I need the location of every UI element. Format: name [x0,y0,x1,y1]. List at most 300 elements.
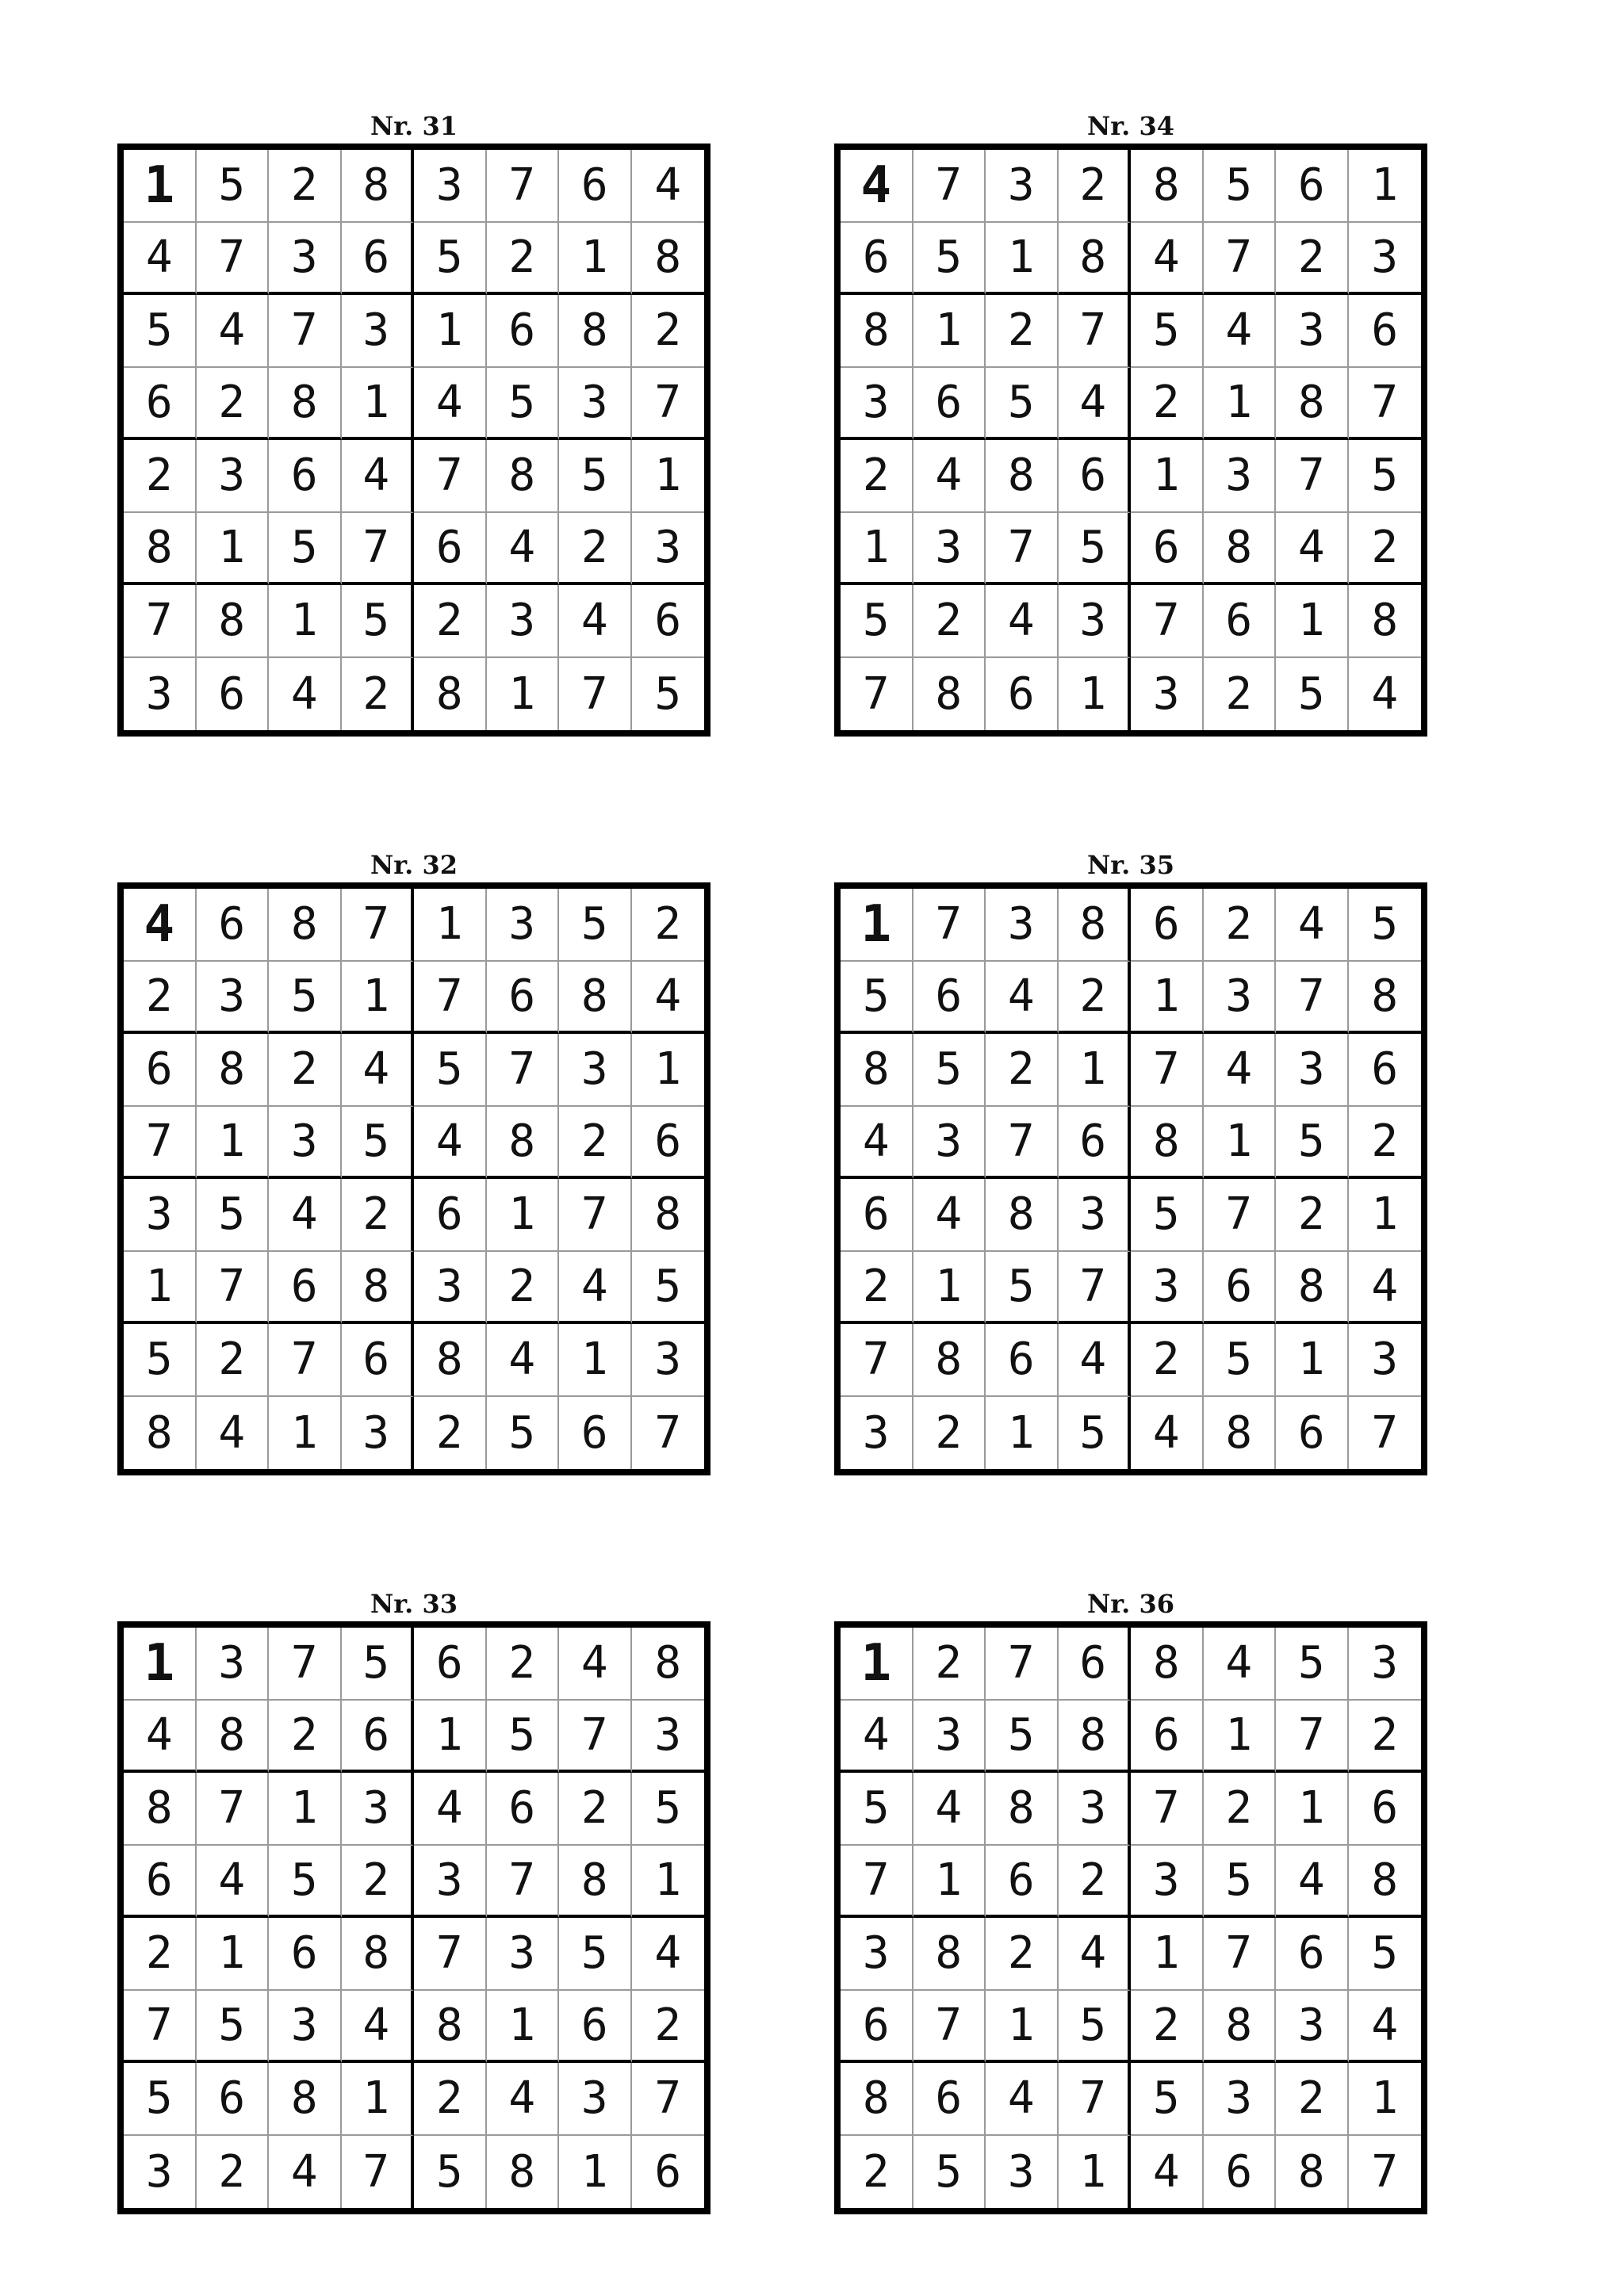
grid-cell: 7 [487,1846,560,1919]
grid-cell: 6 [342,1701,415,1774]
grid-cell: 8 [1349,585,1422,658]
sudoku-grid [834,144,1427,737]
grid-cell: 2 [487,1252,560,1325]
grid-cell: 3 [559,1034,632,1107]
grid-cell: 4 [1276,1846,1349,1919]
grid-cell: 4 [559,1628,632,1701]
grid-cell: 1 [841,513,914,586]
grid-cell: 3 [197,962,270,1035]
grid-cell: 2 [632,1991,705,2064]
grid-cell: 5 [1204,1324,1277,1397]
grid-cell: 5 [487,368,560,441]
grid-cell: 2 [414,1397,487,1470]
grid-cell: 8 [124,513,197,586]
grid-cell: 8 [914,658,986,731]
grid-cell: 3 [632,1324,705,1397]
grid-cell: 1 [914,295,986,368]
grid-cell: 1 [1204,1701,1277,1774]
grid-cell: 4 [124,223,197,296]
grid-cell: 3 [841,1918,914,1991]
grid-cell: 7 [841,1846,914,1919]
grid-cell: 8 [487,2136,560,2209]
grid-cell: 7 [414,1918,487,1991]
grid-cell: 8 [269,2063,342,2136]
grid-cell: 4 [124,1701,197,1774]
grid-cell: 6 [124,368,197,441]
grid-cell: 6 [841,223,914,296]
grid-cell: 3 [1276,295,1349,368]
grid-cell: 4 [632,962,705,1035]
grid-cell: 5 [914,2136,986,2209]
grid-cell: 8 [986,1773,1059,1846]
grid-cell: 7 [124,1107,197,1180]
grid-cell: 5 [559,889,632,962]
grid-cell: 2 [559,1773,632,1846]
grid-cell: 3 [914,1701,986,1774]
puzzle-title: Nr. 31 [370,111,458,141]
grid-cell: 3 [269,1107,342,1180]
grid-cell: 5 [1131,2063,1204,2136]
grid-cell: 3 [1276,1991,1349,2064]
grid-cell: 5 [914,1034,986,1107]
grid-cell: 4 [487,2063,560,2136]
grid-cell: 2 [342,1179,415,1252]
grid-cell: 7 [986,1107,1059,1180]
grid-cell: 2 [1276,1179,1349,1252]
grid-cell: 4 [487,1324,560,1397]
grid-cell: 1 [1131,1918,1204,1991]
grid-cell: 4 [1131,2136,1204,2209]
grid-cell: 1 [841,1628,914,1701]
grid-cell: 3 [487,889,560,962]
grid-cell: 6 [342,1324,415,1397]
grid-cell: 6 [1059,1107,1132,1180]
grid-cell: 6 [1131,889,1204,962]
grid-cell: 2 [986,1034,1059,1107]
puzzle-title: Nr. 35 [1087,850,1174,880]
grid-cell: 5 [487,1397,560,1470]
grid-cell: 4 [914,1773,986,1846]
grid-cell: 7 [197,223,270,296]
grid-cell: 1 [632,440,705,513]
grid-cell: 4 [414,368,487,441]
grid-cell: 6 [1204,2136,1277,2209]
puzzle-nr-31 [117,109,710,737]
grid-cell: 7 [1131,1773,1204,1846]
grid-cell: 2 [269,1034,342,1107]
grid-cell: 6 [487,295,560,368]
grid-cell: 6 [197,2063,270,2136]
grid-cell: 4 [986,585,1059,658]
grid-cell: 2 [1131,1991,1204,2064]
grid-cell: 3 [269,223,342,296]
grid-cell: 5 [1131,295,1204,368]
grid-cell: 2 [342,1846,415,1919]
grid-cell: 3 [841,368,914,441]
grid-cell: 1 [986,223,1059,296]
grid-cell: 4 [414,1773,487,1846]
puzzle-nr-32 [117,848,710,1475]
grid-cell: 1 [124,1252,197,1325]
grid-cell: 7 [342,889,415,962]
grid-cell: 6 [1349,1034,1422,1107]
grid-cell: 3 [1059,1773,1132,1846]
grid-cell: 1 [414,889,487,962]
grid-cell: 2 [841,440,914,513]
grid-cell: 1 [1204,1107,1277,1180]
grid-cell: 7 [197,1773,270,1846]
grid-cell: 4 [197,295,270,368]
grid-cell: 4 [841,150,914,223]
grid-cell: 2 [559,1107,632,1180]
grid-cell: 2 [841,2136,914,2209]
puzzle-nr-36 [834,1586,1427,2214]
grid-cell: 7 [1059,2063,1132,2136]
grid-cell: 5 [914,223,986,296]
grid-cell: 8 [1204,513,1277,586]
puzzle-nr-33 [117,1586,710,2214]
grid-cell: 1 [1276,585,1349,658]
grid-cell: 8 [124,1773,197,1846]
grid-cell: 6 [841,1991,914,2064]
grid-cell: 5 [342,1107,415,1180]
grid-cell: 6 [414,1628,487,1701]
grid-cell: 7 [986,513,1059,586]
grid-cell: 8 [1276,1252,1349,1325]
grid-cell: 8 [1204,1397,1277,1470]
grid-cell: 2 [1349,513,1422,586]
grid-cell: 8 [559,295,632,368]
grid-cell: 2 [197,368,270,441]
grid-cell: 8 [1276,368,1349,441]
grid-cell: 4 [559,1252,632,1325]
grid-cell: 7 [1204,1918,1277,1991]
grid-cell: 4 [269,658,342,731]
grid-cell: 8 [632,1628,705,1701]
grid-cell: 2 [632,889,705,962]
grid-cell: 1 [632,1846,705,1919]
grid-cell: 6 [197,658,270,731]
grid-cell: 6 [1131,1701,1204,1774]
grid-cell: 5 [124,1324,197,1397]
grid-cell: 8 [914,1324,986,1397]
grid-cell: 1 [914,1846,986,1919]
grid-cell: 4 [914,440,986,513]
grid-cell: 4 [197,1397,270,1470]
grid-cell: 2 [487,1628,560,1701]
grid-cell: 2 [1204,658,1277,731]
grid-cell: 6 [1059,1628,1132,1701]
grid-cell: 3 [559,2063,632,2136]
grid-cell: 1 [269,1397,342,1470]
grid-cell: 6 [1276,1918,1349,1991]
grid-cell: 5 [841,962,914,1035]
grid-cell: 5 [1059,1397,1132,1470]
grid-cell: 1 [269,1773,342,1846]
grid-cell: 5 [1204,1846,1277,1919]
puzzle-nr-35 [834,848,1427,1475]
grid-cell: 7 [269,295,342,368]
grid-cell: 8 [1131,1628,1204,1701]
grid-cell: 5 [1349,889,1422,962]
grid-cell: 8 [269,368,342,441]
grid-cell: 3 [559,368,632,441]
grid-cell: 5 [559,1918,632,1991]
grid-cell: 5 [197,1179,270,1252]
puzzle-title: Nr. 33 [370,1589,458,1619]
grid-cell: 6 [632,585,705,658]
grid-cell: 5 [342,585,415,658]
grid-cell: 5 [1131,1179,1204,1252]
grid-cell: 1 [414,1701,487,1774]
grid-cell: 6 [1131,513,1204,586]
grid-cell: 6 [1349,295,1422,368]
grid-cell: 4 [124,889,197,962]
sudoku-grid [117,144,710,737]
grid-cell: 2 [1131,368,1204,441]
grid-cell: 7 [841,1324,914,1397]
grid-cell: 1 [1276,1773,1349,1846]
grid-cell: 3 [1276,1034,1349,1107]
grid-cell: 4 [1204,1034,1277,1107]
grid-cell: 1 [487,1179,560,1252]
grid-cell: 7 [559,1701,632,1774]
grid-cell: 5 [1276,1628,1349,1701]
grid-cell: 1 [1276,1324,1349,1397]
grid-cell: 1 [1204,368,1277,441]
grid-cell: 1 [124,150,197,223]
grid-cell: 2 [414,585,487,658]
grid-cell: 7 [1371,2145,1399,2198]
grid-cell: 5 [487,1701,560,1774]
grid-cell: 2 [269,150,342,223]
grid-cell: 7 [841,658,914,731]
puzzle-title: Nr. 34 [1087,111,1174,141]
grid-cell: 3 [414,150,487,223]
grid-cell: 8 [841,2063,914,2136]
grid-cell: 2 [197,2136,270,2209]
grid-cell: 7 [124,1991,197,2064]
grid-cell: 3 [986,2136,1059,2209]
grid-cell: 6 [914,368,986,441]
grid-cell: 1 [559,1324,632,1397]
grid-cell: 6 [1059,440,1132,513]
grid-cell: 6 [1276,150,1349,223]
grid-cell: 2 [487,223,560,296]
grid-cell: 3 [1131,1846,1204,1919]
grid-cell: 2 [1059,1846,1132,1919]
grid-cell: 6 [841,1179,914,1252]
grid-cell: 4 [841,1107,914,1180]
grid-cell: 4 [1059,368,1132,441]
grid-cell: 2 [124,440,197,513]
grid-cell: 3 [487,585,560,658]
grid-cell: 7 [342,513,415,586]
grid-cell: 6 [914,962,986,1035]
grid-cell: 3 [487,1918,560,1991]
grid-cell: 8 [414,658,487,731]
grid-cell: 8 [841,295,914,368]
grid-cell: 8 [124,1397,197,1470]
grid-cell: 2 [841,1252,914,1325]
grid-cell: 8 [487,1107,560,1180]
grid-cell: 8 [1349,962,1422,1035]
grid-cell: 8 [342,1918,415,1991]
grid-cell: 1 [914,1252,986,1325]
grid-cell: 1 [632,1034,705,1107]
grid-cell: 2 [914,1628,986,1701]
grid-cell: 3 [914,1107,986,1180]
grid-cell: 4 [986,2063,1059,2136]
grid-cell: 5 [269,513,342,586]
grid-cell: 3 [841,1397,914,1470]
grid-cell: 8 [986,440,1059,513]
grid-cell: 1 [1349,150,1422,223]
grid-cell: 3 [342,295,415,368]
grid-cell: 2 [559,513,632,586]
grid-cell: 3 [124,1179,197,1252]
grid-cell: 1 [1349,2063,1422,2136]
grid-cell: 1 [559,223,632,296]
grid-cell: 8 [414,1991,487,2064]
grid-cell: 5 [1204,150,1277,223]
grid-cell: 6 [414,513,487,586]
grid-cell: 8 [1059,1701,1132,1774]
grid-cell: 7 [632,368,705,441]
grid-cell: 6 [487,1773,560,1846]
grid-cell: 6 [1349,1773,1422,1846]
grid-cell: 3 [1204,440,1277,513]
grid-cell: 4 [914,1179,986,1252]
grid-cell: 4 [1059,1918,1132,1991]
grid-cell: 7 [1059,295,1132,368]
grid-cell: 7 [986,1628,1059,1701]
grid-cell: 4 [1276,513,1349,586]
grid-cell: 4 [1371,668,1399,720]
grid-cell: 7 [914,150,986,223]
grid-cell: 1 [986,1991,1059,2064]
grid-cell: 7 [487,1034,560,1107]
grid-cell: 8 [841,1034,914,1107]
grid-cell: 6 [1204,585,1277,658]
grid-cell: 5 [632,1773,705,1846]
grid-cell: 3 [414,1252,487,1325]
grid-cell: 3 [197,1628,270,1701]
grid-cell: 5 [269,962,342,1035]
puzzle-title: Nr. 36 [1087,1589,1174,1619]
grid-cell: 2 [342,658,415,731]
grid-cell: 4 [841,1701,914,1774]
grid-cell: 2 [1204,889,1277,962]
grid-cell: 6 [1276,1397,1349,1470]
grid-cell: 1 [1059,2136,1132,2209]
grid-cell: 8 [269,889,342,962]
grid-cell: 8 [342,1252,415,1325]
grid-cell: 5 [197,150,270,223]
grid-cell: 1 [487,1991,560,2064]
grid-cell: 1 [841,889,914,962]
grid-cell: 2 [914,1397,986,1470]
sudoku-grid [834,1621,1427,2214]
grid-cell: 4 [487,513,560,586]
grid-cell: 1 [559,2136,632,2209]
grid-cell: 7 [269,1628,342,1701]
grid-cell: 6 [342,223,415,296]
grid-cell: 6 [197,889,270,962]
grid-cell: 3 [1131,1252,1204,1325]
grid-cell: 8 [342,150,415,223]
grid-cell: 6 [632,1107,705,1180]
grid-cell: 7 [1371,1406,1399,1459]
grid-cell: 3 [632,1701,705,1774]
grid-cell: 3 [414,1846,487,1919]
grid-cell: 7 [1059,1252,1132,1325]
grid-cell: 8 [1131,1107,1204,1180]
grid-cell: 7 [1349,368,1422,441]
grid-cell: 4 [1131,223,1204,296]
grid-cell: 7 [487,150,560,223]
grid-cell: 5 [559,440,632,513]
grid-cell: 8 [1059,223,1132,296]
grid-cell: 1 [1131,440,1204,513]
grid-cell: 4 [342,1034,415,1107]
grid-cell: 1 [487,658,560,731]
grid-cell: 4 [342,1991,415,2064]
grid-cell: 2 [1131,1324,1204,1397]
grid-cell: 7 [269,1324,342,1397]
grid-cell: 7 [1276,440,1349,513]
grid-cell: 2 [124,1918,197,1991]
grid-cell: 5 [414,223,487,296]
grid-cell: 3 [1349,1324,1422,1397]
grid-cell: 1 [1059,658,1132,731]
grid-cell: 3 [124,658,197,731]
grid-cell: 8 [197,585,270,658]
grid-cell: 3 [1349,223,1422,296]
grid-cell: 6 [269,440,342,513]
grid-cell: 2 [197,1324,270,1397]
grid-cell: 6 [124,1846,197,1919]
grid-cell: 6 [986,1846,1059,1919]
grid-cell: 3 [632,513,705,586]
grid-cell: 7 [1204,223,1277,296]
grid-cell: 1 [342,368,415,441]
grid-cell: 8 [914,1918,986,1991]
grid-cell: 2 [1349,1107,1422,1180]
grid-cell: 1 [1349,1179,1422,1252]
grid-cell: 8 [632,223,705,296]
grid-cell: 5 [841,1773,914,1846]
grid-cell: 6 [414,1179,487,1252]
grid-cell: 5 [124,295,197,368]
grid-cell: 6 [559,1397,632,1470]
puzzle-nr-34 [834,109,1427,737]
sudoku-grid [117,882,710,1475]
grid-cell: 4 [1204,1628,1277,1701]
puzzle-title: Nr. 32 [370,850,458,880]
grid-cell: 4 [414,1107,487,1180]
grid-cell: 3 [1059,585,1132,658]
grid-cell: 7 [124,585,197,658]
grid-cell: 2 [986,295,1059,368]
grid-cell: 7 [414,440,487,513]
grid-cell: 5 [1276,1107,1349,1180]
grid-cell: 1 [342,962,415,1035]
grid-cell: 3 [986,889,1059,962]
grid-cell: 2 [1276,2063,1349,2136]
grid-cell: 6 [269,1252,342,1325]
grid-cell: 6 [559,1991,632,2064]
